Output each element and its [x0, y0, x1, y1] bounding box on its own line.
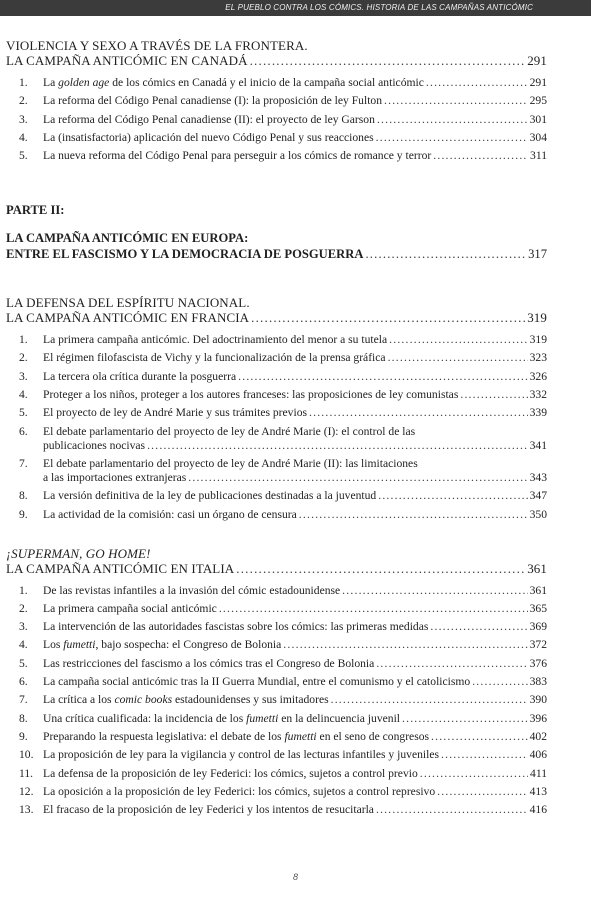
leader-dots — [365, 247, 526, 263]
item-text-pre: Los — [43, 638, 64, 652]
item-text: El fracaso de la proposición de ley Federici y los intentos de resucitarla — [43, 803, 374, 817]
table-of-contents — [6, 38, 547, 837]
leader-dots — [426, 76, 528, 90]
leader-dots — [430, 620, 527, 634]
leader-dots — [441, 748, 528, 762]
item-line — [43, 351, 547, 365]
item-page: 413 — [529, 784, 547, 798]
item-text-italic: fumetti — [246, 711, 279, 725]
section-page: 319 — [527, 310, 547, 326]
item-number: 1. — [19, 333, 28, 347]
list-item — [6, 149, 547, 163]
item-page: 323 — [529, 351, 547, 365]
item-page: 319 — [529, 333, 547, 347]
item-number: 8. — [19, 489, 28, 503]
item-page: 416 — [529, 803, 547, 817]
item-number: 3. — [19, 369, 28, 383]
list-item — [6, 113, 547, 127]
item-text: La intervención de las autoridades fascistas sobre los cómics: las primeras medidas — [43, 620, 429, 634]
item-body — [43, 730, 547, 744]
item-number: 2. — [19, 351, 28, 365]
leader-dots — [460, 388, 527, 402]
leader-dots — [388, 351, 528, 365]
leader-dots — [236, 561, 525, 576]
item-body — [43, 675, 547, 689]
leader-dots — [250, 53, 526, 68]
leader-dots — [376, 803, 528, 817]
item-number: 2. — [19, 94, 28, 108]
item-page: 396 — [529, 711, 547, 725]
item-text: La reforma del Código Penal canadiense (I): la proposición de ley Fulton — [43, 94, 383, 108]
item-body — [43, 584, 547, 598]
item-line — [43, 657, 547, 671]
item-body — [43, 712, 547, 726]
item-page: 339 — [529, 406, 547, 420]
item-text: La nueva reforma del Código Penal para perseguir a los cómics de romance y terror — [43, 149, 432, 163]
item-text: El proyecto de ley de André Marie y sus trámites previos — [43, 406, 308, 420]
list-item — [6, 351, 547, 365]
item-number: 7. — [19, 456, 28, 470]
list-item — [6, 620, 547, 634]
leader-dots — [376, 657, 527, 671]
list-item — [6, 602, 547, 616]
item-body — [43, 425, 547, 453]
item-text: Proteger a los niños, proteger a los autores franceses: las proposiciones de ley comunistas — [43, 388, 459, 402]
section-title-line2: LA CAMPAÑA ANTICÓMIC EN FRANCIA — [6, 310, 250, 326]
item-body — [43, 748, 547, 762]
leader-dots — [472, 675, 527, 689]
item-number: 8. — [19, 711, 28, 725]
item-body — [43, 76, 547, 90]
section-title-line2: LA CAMPAÑA ANTICÓMIC EN CANADÁ — [6, 53, 248, 68]
list-item — [6, 803, 547, 817]
item-text-italic: golden age — [58, 76, 110, 89]
leader-dots — [431, 730, 528, 744]
item-text-post: estadounidenses y sus imitadores — [172, 693, 329, 707]
item-page: 295 — [529, 94, 547, 108]
item-number: 4. — [19, 388, 28, 402]
section-title — [6, 546, 547, 576]
item-line — [43, 730, 547, 744]
item-body — [43, 657, 547, 671]
item-line — [43, 406, 547, 420]
leader-dots — [389, 333, 527, 347]
item-text-pre: Preparando la respuesta legislativa: el debate de los — [43, 729, 285, 743]
item-number: 7. — [19, 693, 28, 707]
item-number: 5. — [19, 406, 28, 420]
leader-dots — [402, 712, 528, 726]
part-title-line1: LA CAMPAÑA ANTICÓMIC EN EUROPA: — [6, 231, 249, 246]
item-page: 304 — [529, 130, 547, 144]
leader-dots — [238, 370, 527, 384]
section-france — [6, 295, 547, 521]
item-line — [43, 333, 547, 347]
item-text: La actividad de la comisión: casi un órgano de censura — [43, 507, 297, 521]
item-line — [43, 388, 547, 402]
item-body — [43, 638, 547, 652]
item-number: 11. — [19, 766, 34, 780]
item-text-line2: a las importaciones extranjeras — [43, 470, 187, 484]
item-line — [43, 370, 547, 384]
item-line — [43, 693, 547, 707]
leader-dots — [377, 113, 528, 127]
part-page: 317 — [528, 246, 547, 261]
item-page: 402 — [529, 729, 547, 743]
item-body — [43, 406, 547, 420]
item-body — [43, 113, 547, 127]
item-number: 5. — [19, 656, 28, 670]
item-text: La campaña social anticómic tras la II Guerra Mundial, entre el comunismo y el catolicismo — [43, 675, 471, 689]
item-number: 4. — [19, 638, 28, 652]
leader-dots — [309, 406, 528, 420]
leader-dots — [433, 149, 528, 163]
item-line — [43, 602, 547, 616]
section-title-line1: ¡SUPERMAN, GO HOME! — [6, 545, 151, 561]
list-item — [6, 638, 547, 652]
item-body — [43, 767, 547, 781]
leader-dots — [437, 785, 527, 799]
leader-dots — [219, 602, 528, 616]
list-item — [6, 457, 547, 485]
item-text-post: , bajo sospecha: el Congreso de Bolonia — [95, 638, 282, 652]
item-text — [43, 76, 424, 90]
item-text: El régimen filofascista de Vichy y la funcionalización de la prensa gráfica — [43, 351, 386, 365]
item-body — [43, 370, 547, 384]
item-page: 369 — [529, 620, 547, 634]
list-item — [6, 406, 547, 420]
section-title-line2: LA CAMPAÑA ANTICÓMIC EN ITALIA — [6, 560, 235, 576]
item-number: 6. — [19, 424, 28, 438]
running-title: EL PUEBLO CONTRA LOS CÓMICS. HISTORIA DE LAS CAMPAÑAS ANTICÓMIC — [225, 3, 533, 12]
item-page: 361 — [529, 583, 547, 597]
leader-dots — [342, 584, 527, 598]
item-line — [43, 489, 547, 503]
item-line — [43, 76, 547, 90]
item-body — [43, 457, 547, 485]
list-item — [6, 730, 547, 744]
item-page: 347 — [529, 489, 547, 503]
item-page: 341 — [529, 438, 547, 452]
item-line — [43, 620, 547, 634]
leader-dots — [283, 638, 527, 652]
leader-dots — [188, 471, 527, 485]
part-label: PARTE II: — [6, 203, 65, 218]
header-band — [0, 0, 591, 16]
leader-dots — [384, 94, 528, 108]
item-text — [43, 730, 429, 744]
section-title-line1: LA DEFENSA DEL ESPÍRITU NACIONAL. — [6, 295, 250, 311]
item-number: 4. — [19, 130, 28, 144]
item-text: Las restricciones del fascismo a los cómics tras el Congreso de Bolonia — [43, 656, 375, 670]
list-item — [6, 333, 547, 347]
item-number: 1. — [19, 76, 28, 89]
section-canada — [6, 38, 547, 163]
item-text-line2: publicaciones nocivas — [43, 438, 146, 452]
item-number: 5. — [19, 149, 28, 163]
item-line — [43, 113, 547, 127]
item-line — [43, 584, 547, 598]
item-text-italic: fumetti — [63, 638, 96, 652]
leader-dots — [331, 693, 528, 707]
leader-dots — [299, 508, 528, 522]
item-text: La primera campaña anticómic. Del adoctrinamiento del menor a su tutela — [43, 333, 388, 347]
item-text — [43, 693, 329, 707]
item-number: 3. — [19, 620, 28, 634]
item-text: La versión definitiva de la ley de publicaciones destinadas a la juventud — [43, 489, 377, 503]
section-italy — [6, 546, 547, 818]
item-text: La proposición de ley para la vigilancia y control de las lecturas infantiles y juveniles — [43, 748, 439, 762]
list-item — [6, 693, 547, 707]
section-title-line1: VIOLENCIA Y SEXO A TRAVÉS DE LA FRONTERA. — [6, 38, 308, 53]
item-text: La tercera ola crítica durante la posguerra — [43, 369, 237, 383]
item-number: 2. — [19, 601, 28, 615]
item-line — [43, 767, 547, 781]
item-page: 332 — [529, 388, 547, 402]
list-item — [6, 425, 547, 453]
item-text-post: en la delincuencia juvenil — [278, 711, 401, 725]
item-page: 406 — [529, 748, 547, 762]
item-body — [43, 508, 547, 522]
item-page: 390 — [529, 693, 547, 707]
item-text — [43, 712, 400, 726]
item-number: 1. — [19, 583, 28, 597]
item-text: La oposición a la proposición de ley Federici: los cómics, sujetos a control represivo — [43, 784, 436, 798]
item-number: 9. — [19, 507, 28, 521]
item-body — [43, 785, 547, 799]
item-text: La defensa de la proposición de ley Federici: los cómics, sujetos a control previo — [43, 766, 418, 780]
item-body — [43, 620, 547, 634]
item-page: 411 — [530, 766, 547, 780]
item-number: 13. — [19, 803, 34, 817]
item-text: La reforma del Código Penal canadiense (II): el proyecto de ley Garson — [43, 112, 375, 126]
list-item — [6, 584, 547, 598]
item-page: 291 — [529, 76, 547, 89]
item-page: 350 — [529, 507, 547, 521]
item-body — [43, 351, 547, 365]
item-text-italic: comic books — [114, 693, 173, 707]
item-body — [43, 602, 547, 616]
item-body — [43, 94, 547, 108]
page-number: 8 — [292, 872, 298, 882]
list-item — [6, 657, 547, 671]
part-two — [6, 203, 547, 262]
list-item — [6, 131, 547, 145]
item-text-pre: Una crítica cualificada: la incidencia de los — [43, 711, 247, 725]
item-page: 383 — [529, 675, 547, 689]
item-line — [43, 471, 547, 485]
leader-dots — [420, 767, 528, 781]
item-line — [43, 131, 547, 145]
item-number: 12. — [19, 784, 34, 798]
list-item — [6, 748, 547, 762]
item-page: 326 — [529, 369, 547, 383]
item-page: 372 — [529, 638, 547, 652]
list-item — [6, 508, 547, 522]
item-line — [43, 508, 547, 522]
item-page: 376 — [529, 656, 547, 670]
item-text: La (insatisfactoria) aplicación del nuevo Código Penal y sus reacciones — [43, 130, 374, 144]
item-number: 9. — [19, 729, 28, 743]
item-body — [43, 131, 547, 145]
item-line — [43, 149, 547, 163]
part-title-line2: ENTRE EL FASCISMO Y LA DEMOCRACIA DE POSGUERRA — [6, 246, 364, 261]
item-text-pre: La crítica a los — [43, 693, 115, 707]
list-item — [6, 712, 547, 726]
item-line — [43, 712, 547, 726]
item-body — [43, 333, 547, 347]
item-text-line1: El debate parlamentario del proyecto de ley de André Marie (I): el control de las — [43, 424, 416, 438]
list-item — [6, 675, 547, 689]
item-line — [43, 748, 547, 762]
item-body — [43, 388, 547, 402]
list-item — [6, 489, 547, 503]
item-line — [43, 675, 547, 689]
item-text-italic: fumetti — [284, 729, 317, 743]
item-body — [43, 693, 547, 707]
list-item — [6, 76, 547, 90]
item-text-post: de los cómics en Canadá y el inicio de la campaña social anticómic — [109, 76, 424, 89]
item-text-pre: La — [43, 76, 59, 89]
item-line — [43, 439, 547, 453]
section-page: 361 — [527, 560, 547, 576]
item-line — [43, 94, 547, 108]
leader-dots — [376, 131, 528, 145]
item-text — [43, 638, 281, 652]
leader-dots — [147, 439, 528, 453]
item-page: 301 — [529, 112, 547, 126]
section-page: 291 — [527, 53, 547, 68]
item-line — [43, 785, 547, 799]
item-number: 6. — [19, 675, 28, 689]
item-page: 365 — [529, 601, 547, 615]
section-title — [6, 295, 547, 325]
leader-dots — [378, 489, 527, 503]
chapter-list — [6, 333, 547, 521]
item-text-line1: El debate parlamentario del proyecto de ley de André Marie (II): las limitaciones — [43, 456, 418, 470]
item-line — [43, 803, 547, 817]
item-text-post: en el seno de congresos — [316, 729, 430, 743]
list-item — [6, 370, 547, 384]
item-line — [43, 638, 547, 652]
item-page: 343 — [529, 470, 547, 484]
part-title — [6, 231, 547, 262]
item-text: La primera campaña social anticómic — [43, 601, 217, 615]
item-number: 3. — [19, 112, 28, 126]
item-body — [43, 489, 547, 503]
item-number: 10. — [19, 748, 34, 762]
section-title — [6, 38, 547, 68]
item-text: De las revistas infantiles a la invasión del cómic estadounidense — [43, 583, 341, 597]
list-item — [6, 785, 547, 799]
chapter-list — [6, 76, 547, 163]
list-item — [6, 767, 547, 781]
item-page: 311 — [530, 149, 547, 163]
leader-dots — [251, 310, 525, 325]
item-body — [43, 803, 547, 817]
item-body — [43, 149, 547, 163]
chapter-list — [6, 584, 547, 818]
list-item — [6, 388, 547, 402]
list-item — [6, 94, 547, 108]
